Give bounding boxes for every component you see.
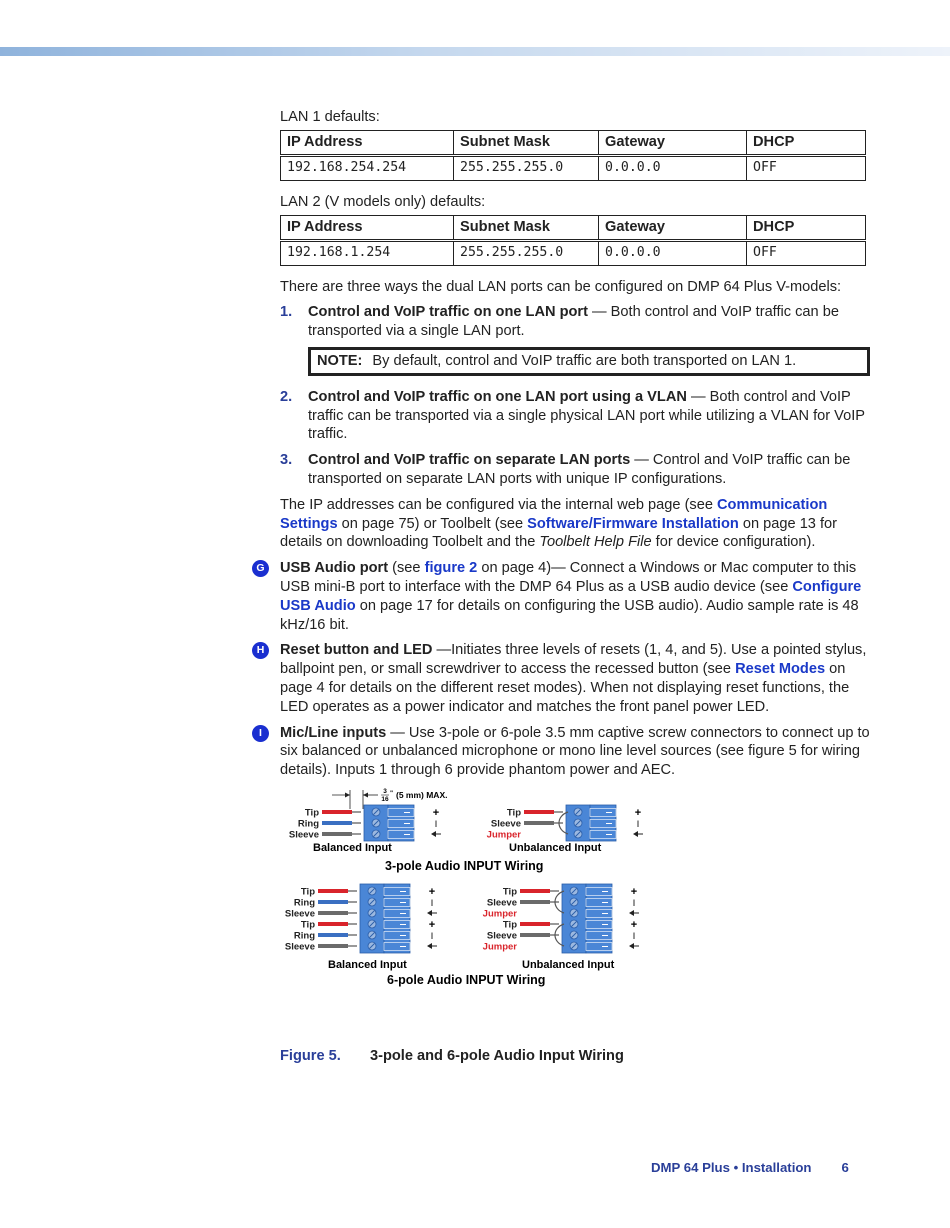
wire-blue <box>318 933 348 937</box>
wire-label: Ring <box>297 818 319 830</box>
lan1-header-subnet: Subnet Mask <box>454 130 599 155</box>
wire-label: Sleeve <box>284 941 315 953</box>
unbalanced-3pole <box>487 805 643 841</box>
balanced-3pole <box>289 805 441 841</box>
lan2-dhcp: OFF <box>747 240 866 265</box>
plus-sign: + <box>630 918 638 931</box>
three-pole-title: 3-pole Audio INPUT Wiring <box>385 858 544 873</box>
wire-gray <box>520 900 550 904</box>
reset-modes-link[interactable]: Reset Modes <box>735 661 826 678</box>
lan1-dhcp: OFF <box>747 155 866 180</box>
wire-label: Sleeve <box>490 818 521 830</box>
wiring-figure <box>280 787 870 1019</box>
wire-red <box>322 810 352 814</box>
wire-blue <box>318 900 348 904</box>
wire-strand <box>352 811 361 813</box>
wire-red <box>318 922 348 926</box>
page-number: 6 <box>841 1160 849 1175</box>
wire-label: Jumper <box>486 829 521 841</box>
unbalanced-input-label: Unbalanced Input <box>509 841 602 854</box>
wire-strand <box>348 890 357 892</box>
list-item-text: — Control and VoIP traffic can be transported on separate LAN ports with unique IP configurations. <box>308 452 851 487</box>
usb-audio-title: USB Audio port <box>280 560 389 577</box>
wire-gray <box>524 821 554 825</box>
lan2-caption: LAN 2 (V models only) defaults: <box>280 193 486 210</box>
item-text: on page 4)— Connect a Windows or Mac computer to this USB mini-B port to interface with the DMP 64 Plus as a USB audio device (see <box>280 560 857 595</box>
dim-unit: " <box>390 789 394 797</box>
lan2-header-subnet: Subnet Mask <box>454 215 599 240</box>
unbalanced-6pole <box>483 884 639 953</box>
wire-strand <box>352 833 361 835</box>
wire-gray <box>322 832 352 836</box>
lan1-table <box>280 130 866 181</box>
wire-label: Tip <box>502 886 517 898</box>
item-text: (see <box>388 560 425 577</box>
wire-label: Tip <box>304 807 319 819</box>
connector-pins <box>388 805 414 841</box>
wire-label: Jumper <box>482 908 517 920</box>
ip-config-paragraph <box>280 496 870 552</box>
callout-badge-h: H <box>252 642 269 659</box>
note-box <box>308 347 870 376</box>
item-text: on page 17 for details on configuring the USB audio). Audio sample rate is 48 kHz/16 bit. <box>280 597 859 633</box>
balanced-input-label: Balanced Input <box>313 841 392 854</box>
list-item <box>280 303 870 375</box>
communication-settings-link[interactable]: Communication Settings <box>280 496 828 532</box>
wire-strand <box>554 811 563 813</box>
unbalanced-input-label: Unbalanced Input <box>522 958 615 971</box>
lan2-gateway: 0.0.0.0 <box>599 240 747 265</box>
ground-arrowhead <box>431 831 436 837</box>
page-footer <box>651 1160 849 1175</box>
lan1-header-ip: IP Address <box>281 130 454 155</box>
wire-strand <box>348 912 357 914</box>
lan1-header-gateway: Gateway <box>599 130 747 155</box>
software-firmware-link[interactable]: Software/Firmware Installation <box>527 515 739 532</box>
wire-label: Tip <box>506 807 521 819</box>
wire-blue <box>322 821 352 825</box>
wire-strand <box>348 945 357 947</box>
wire-strand <box>348 923 357 925</box>
note-label: NOTE: <box>317 352 363 369</box>
ground-arrowhead <box>633 831 638 837</box>
list-item-text: — Both control and VoIP traffic can be transported via a single LAN port. <box>308 304 839 340</box>
config-ways-list <box>280 303 870 488</box>
wire-label: Sleeve <box>486 930 517 942</box>
list-item <box>280 451 870 489</box>
list-item-text: — Both control and VoIP traffic can be transported via a single physical LAN port while utilizing a VLAN for VoIP traffic. <box>308 388 865 443</box>
toolbelt-help-file: Toolbelt Help File <box>539 534 652 551</box>
ground-arrowhead <box>629 910 634 916</box>
wire-strand <box>348 934 357 936</box>
lan1-ip: 192.168.254.254 <box>281 155 454 180</box>
figure-caption <box>280 1048 624 1064</box>
mic-line-item <box>259 724 870 780</box>
ip-config-text: on page 13 for details on downloading Toolbelt and the <box>280 515 838 551</box>
lan2-header-gateway: Gateway <box>599 215 747 240</box>
lan1-header-dhcp: DHCP <box>747 130 866 155</box>
wire-red <box>520 889 550 893</box>
ground-arrowhead <box>427 910 432 916</box>
list-number: 1. <box>280 304 293 321</box>
mic-line-title: Mic/Line inputs <box>280 724 387 741</box>
plus-sign: + <box>428 918 436 931</box>
reset-button-item <box>256 641 870 716</box>
list-number: 3. <box>280 452 293 469</box>
minus-sign: I <box>636 818 640 829</box>
wire-label: Tip <box>300 919 315 931</box>
dim-text: (5 mm) MAX. <box>396 789 448 800</box>
balanced-6pole <box>285 884 437 953</box>
list-number: 2. <box>280 388 293 405</box>
header-gradient-bar <box>0 47 950 56</box>
dim-denominator: 16 <box>381 795 389 803</box>
minus-sign: I <box>430 897 434 908</box>
item-text: — Use 3-pole or 6-pole 3.5 mm captive screw connectors to connect up to six balanced or unbalanced microphone or mono line level sources (see figure 5 for wiring details). Inputs 1 through 6 provide phantom power and AEC. <box>280 724 870 779</box>
configure-usb-audio-link[interactable]: Configure USB Audio <box>280 578 862 614</box>
plus-sign: + <box>428 885 436 898</box>
lan2-table <box>280 215 866 266</box>
plus-sign: + <box>634 806 642 819</box>
figure-title: 3-pole and 6-pole Audio Input Wiring <box>370 1048 624 1064</box>
lan2-header-dhcp: DHCP <box>747 215 866 240</box>
usb-audio-item <box>256 559 870 634</box>
wire-label: Tip <box>300 886 315 898</box>
item-text: on page 4 for details on the different reset modes). When not displaying reset functions, the LED operates as a power indicator and matches the front panel power LED. <box>280 661 850 715</box>
wire-gray <box>318 944 348 948</box>
reset-button-title: Reset button and LED <box>280 642 433 659</box>
ip-config-text: for device configuration). <box>651 534 816 551</box>
figure-number: Figure 5. <box>280 1048 341 1064</box>
list-item <box>280 388 870 444</box>
wire-gray <box>520 933 550 937</box>
wire-red <box>524 810 554 814</box>
minus-sign: I <box>430 930 434 941</box>
list-item-title: Control and VoIP traffic on one LAN port <box>308 304 588 321</box>
wiring-diagram <box>280 787 870 1019</box>
lan1-caption: LAN 1 defaults: <box>280 109 380 125</box>
minus-sign: I <box>434 818 438 829</box>
plus-sign: + <box>432 806 440 819</box>
callout-badge-i: I <box>252 725 269 742</box>
minus-sign: I <box>632 897 636 908</box>
lan2-subnet: 255.255.255.0 <box>454 240 599 265</box>
plus-sign: + <box>630 885 638 898</box>
lan1-gateway: 0.0.0.0 <box>599 155 747 180</box>
list-item-title: Control and VoIP traffic on separate LAN ports <box>308 452 631 469</box>
wire-gray <box>318 911 348 915</box>
wire-strand <box>550 923 559 925</box>
ip-config-text: The IP addresses can be configured via the internal web page (see <box>280 496 718 513</box>
wire-red <box>520 922 550 926</box>
lan1-subnet: 255.255.255.0 <box>454 155 599 180</box>
connector-pins <box>590 805 616 841</box>
balanced-input-label: Balanced Input <box>328 958 407 971</box>
callout-badge-g: G <box>252 560 269 577</box>
minus-sign: I <box>632 930 636 941</box>
wire-strand <box>352 822 361 824</box>
wire-strand <box>550 890 559 892</box>
wire-label: Tip <box>502 919 517 931</box>
wire-label: Jumper <box>482 941 517 953</box>
note-text: By default, control and VoIP traffic are both transported on LAN 1. <box>372 352 797 369</box>
wire-strand <box>348 901 357 903</box>
figure-2-link[interactable]: figure 2 <box>424 560 478 577</box>
wire-label: Ring <box>293 897 315 909</box>
wire-label: Sleeve <box>288 829 319 841</box>
ground-arrowhead <box>427 943 432 949</box>
wire-red <box>318 889 348 893</box>
lan2-ip: 192.168.1.254 <box>281 240 454 265</box>
wire-label: Sleeve <box>486 897 517 909</box>
intro-text: There are three ways the dual LAN ports can be configured on DMP 64 Plus V-models: <box>280 278 842 295</box>
wire-label: Ring <box>293 930 315 942</box>
list-item-title: Control and VoIP traffic on one LAN port using a VLAN <box>308 388 687 405</box>
ip-config-text: on page 75) or Toolbelt (see <box>337 515 528 532</box>
six-pole-title: 6-pole Audio INPUT Wiring <box>387 972 546 987</box>
page-content <box>256 108 870 1019</box>
wire-label: Sleeve <box>284 908 315 920</box>
footer-title: DMP 64 Plus • Installation <box>651 1160 812 1175</box>
dim-numerator: 3 <box>383 787 387 795</box>
item-text: —Initiates three levels of resets (1, 4, and 5). Use a pointed stylus, ballpoint pen, or small screwdriver to access the recessed button (see <box>280 642 867 678</box>
lan2-header-ip: IP Address <box>281 215 454 240</box>
ground-arrowhead <box>629 943 634 949</box>
